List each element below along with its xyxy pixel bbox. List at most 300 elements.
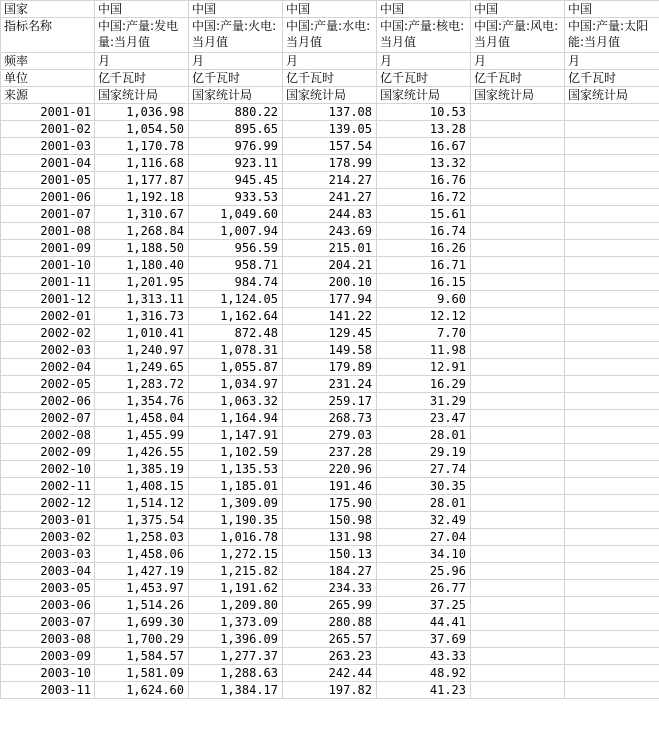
value-cell[interactable]: 1,010.41: [95, 325, 189, 342]
value-cell[interactable]: [471, 138, 565, 155]
value-cell[interactable]: [565, 274, 659, 291]
table-row: [1, 682, 659, 699]
value-cell[interactable]: 16.26: [377, 240, 471, 257]
date-cell[interactable]: 2001-02: [1, 121, 95, 138]
date-cell[interactable]: 2003-04: [1, 563, 95, 580]
header-cell[interactable]: 亿千瓦时: [95, 70, 189, 87]
header-cell[interactable]: 中国:产量:水电:当月值: [283, 18, 377, 53]
value-cell[interactable]: 12.91: [377, 359, 471, 376]
value-cell[interactable]: 137.08: [283, 104, 377, 121]
value-cell[interactable]: 956.59: [189, 240, 283, 257]
date-cell[interactable]: 2002-05: [1, 376, 95, 393]
value-cell[interactable]: 1,375.54: [95, 512, 189, 529]
value-cell[interactable]: 215.01: [283, 240, 377, 257]
value-cell[interactable]: [471, 223, 565, 240]
value-cell[interactable]: [471, 155, 565, 172]
header-cell[interactable]: 中国:产量:发电量:当月值: [95, 18, 189, 53]
value-cell[interactable]: 1,055.87: [189, 359, 283, 376]
value-cell[interactable]: [565, 648, 659, 665]
value-cell[interactable]: 976.99: [189, 138, 283, 155]
header-cell[interactable]: 国家统计局: [189, 87, 283, 104]
header-cell[interactable]: 中国: [377, 1, 471, 18]
value-cell[interactable]: 1,384.17: [189, 682, 283, 699]
value-cell[interactable]: 1,453.97: [95, 580, 189, 597]
value-cell[interactable]: 1,147.91: [189, 427, 283, 444]
header-cell[interactable]: 中国: [565, 1, 659, 18]
value-cell[interactable]: 16.29: [377, 376, 471, 393]
value-cell[interactable]: [471, 104, 565, 121]
header-row-frequency: [1, 53, 659, 70]
header-cell[interactable]: 中国: [471, 1, 565, 18]
value-cell[interactable]: 7.70: [377, 325, 471, 342]
value-cell[interactable]: 16.72: [377, 189, 471, 206]
value-cell[interactable]: [565, 155, 659, 172]
value-cell[interactable]: 175.90: [283, 495, 377, 512]
header-cell[interactable]: 国家统计局: [377, 87, 471, 104]
value-cell[interactable]: 984.74: [189, 274, 283, 291]
value-cell[interactable]: 13.28: [377, 121, 471, 138]
date-cell[interactable]: 2003-08: [1, 631, 95, 648]
value-cell[interactable]: [565, 580, 659, 597]
value-cell[interactable]: 880.22: [189, 104, 283, 121]
date-cell[interactable]: 2003-11: [1, 682, 95, 699]
value-cell[interactable]: 177.94: [283, 291, 377, 308]
value-cell[interactable]: 1,191.62: [189, 580, 283, 597]
date-cell[interactable]: 2001-05: [1, 172, 95, 189]
value-cell[interactable]: [565, 461, 659, 478]
value-cell[interactable]: 933.53: [189, 189, 283, 206]
value-cell[interactable]: 1,354.76: [95, 393, 189, 410]
value-cell[interactable]: [471, 648, 565, 665]
table-row: [1, 563, 659, 580]
header-label-cell[interactable]: 频率: [1, 53, 95, 70]
value-cell[interactable]: [471, 257, 565, 274]
date-cell[interactable]: 2002-11: [1, 478, 95, 495]
value-cell[interactable]: 1,455.99: [95, 427, 189, 444]
value-cell[interactable]: 1,624.60: [95, 682, 189, 699]
date-cell[interactable]: 2002-06: [1, 393, 95, 410]
value-cell[interactable]: 16.67: [377, 138, 471, 155]
value-cell[interactable]: 1,427.19: [95, 563, 189, 580]
value-cell[interactable]: 1,164.94: [189, 410, 283, 427]
value-cell[interactable]: [565, 291, 659, 308]
value-cell[interactable]: [471, 325, 565, 342]
header-cell[interactable]: 亿千瓦时: [189, 70, 283, 87]
header-cell[interactable]: 中国: [283, 1, 377, 18]
value-cell[interactable]: 1,458.04: [95, 410, 189, 427]
header-cell[interactable]: 亿千瓦时: [471, 70, 565, 87]
value-cell[interactable]: [471, 665, 565, 682]
value-cell[interactable]: 1,192.18: [95, 189, 189, 206]
value-cell[interactable]: 11.98: [377, 342, 471, 359]
value-cell[interactable]: [471, 189, 565, 206]
value-cell[interactable]: 1,258.03: [95, 529, 189, 546]
value-cell[interactable]: [471, 291, 565, 308]
value-cell[interactable]: 1,316.73: [95, 308, 189, 325]
value-cell[interactable]: 43.33: [377, 648, 471, 665]
date-cell[interactable]: 2001-10: [1, 257, 95, 274]
value-cell[interactable]: 234.33: [283, 580, 377, 597]
table-row: [1, 495, 659, 512]
value-cell[interactable]: [565, 172, 659, 189]
header-cell[interactable]: 月: [471, 53, 565, 70]
value-cell[interactable]: 268.73: [283, 410, 377, 427]
value-cell[interactable]: 1,170.78: [95, 138, 189, 155]
value-cell[interactable]: [565, 614, 659, 631]
value-cell[interactable]: 1,514.26: [95, 597, 189, 614]
value-cell[interactable]: 29.19: [377, 444, 471, 461]
value-cell[interactable]: 265.99: [283, 597, 377, 614]
value-cell[interactable]: 1,078.31: [189, 342, 283, 359]
value-cell[interactable]: 139.05: [283, 121, 377, 138]
header-label-cell[interactable]: 指标名称: [1, 18, 95, 53]
value-cell[interactable]: [565, 444, 659, 461]
value-cell[interactable]: 28.01: [377, 427, 471, 444]
date-cell[interactable]: 2003-05: [1, 580, 95, 597]
value-cell[interactable]: [565, 495, 659, 512]
value-cell[interactable]: [471, 410, 565, 427]
value-cell[interactable]: 157.54: [283, 138, 377, 155]
value-cell[interactable]: 1,180.40: [95, 257, 189, 274]
header-label-cell[interactable]: 国家: [1, 1, 95, 18]
value-cell[interactable]: 13.32: [377, 155, 471, 172]
date-cell[interactable]: 2003-01: [1, 512, 95, 529]
value-cell[interactable]: 1,036.98: [95, 104, 189, 121]
value-cell[interactable]: 129.45: [283, 325, 377, 342]
value-cell[interactable]: 204.21: [283, 257, 377, 274]
table-row: [1, 393, 659, 410]
value-cell[interactable]: 32.49: [377, 512, 471, 529]
value-cell[interactable]: [565, 597, 659, 614]
value-cell[interactable]: [471, 342, 565, 359]
value-cell[interactable]: 1,135.53: [189, 461, 283, 478]
value-cell[interactable]: 1,016.78: [189, 529, 283, 546]
date-cell[interactable]: 2001-07: [1, 206, 95, 223]
value-cell[interactable]: [565, 359, 659, 376]
value-cell[interactable]: [471, 597, 565, 614]
value-cell[interactable]: [471, 529, 565, 546]
table-row: [1, 223, 659, 240]
date-cell[interactable]: 2002-08: [1, 427, 95, 444]
value-cell[interactable]: [565, 240, 659, 257]
value-cell[interactable]: [565, 427, 659, 444]
header-cell[interactable]: 亿千瓦时: [283, 70, 377, 87]
value-cell[interactable]: 220.96: [283, 461, 377, 478]
value-cell[interactable]: 1,408.15: [95, 478, 189, 495]
value-cell[interactable]: 200.10: [283, 274, 377, 291]
value-cell[interactable]: [471, 206, 565, 223]
value-cell[interactable]: 150.13: [283, 546, 377, 563]
header-row-indicator: [1, 18, 659, 53]
value-cell[interactable]: 243.69: [283, 223, 377, 240]
value-cell[interactable]: 214.27: [283, 172, 377, 189]
value-cell[interactable]: 265.57: [283, 631, 377, 648]
table-row: [1, 512, 659, 529]
value-cell[interactable]: 1,034.97: [189, 376, 283, 393]
date-cell[interactable]: 2003-10: [1, 665, 95, 682]
value-cell[interactable]: [565, 563, 659, 580]
date-cell[interactable]: 2002-01: [1, 308, 95, 325]
value-cell[interactable]: 259.17: [283, 393, 377, 410]
value-cell[interactable]: 1,177.87: [95, 172, 189, 189]
date-cell[interactable]: 2003-02: [1, 529, 95, 546]
value-cell[interactable]: [565, 546, 659, 563]
date-cell[interactable]: 2002-12: [1, 495, 95, 512]
value-cell[interactable]: 16.15: [377, 274, 471, 291]
table-row: [1, 376, 659, 393]
value-cell[interactable]: 279.03: [283, 427, 377, 444]
value-cell[interactable]: 1,209.80: [189, 597, 283, 614]
value-cell[interactable]: [565, 257, 659, 274]
value-cell[interactable]: 141.22: [283, 308, 377, 325]
value-cell[interactable]: 37.69: [377, 631, 471, 648]
value-cell[interactable]: 10.53: [377, 104, 471, 121]
value-cell[interactable]: [471, 274, 565, 291]
value-cell[interactable]: 244.83: [283, 206, 377, 223]
value-cell[interactable]: 1,124.05: [189, 291, 283, 308]
value-cell[interactable]: [565, 189, 659, 206]
value-cell[interactable]: 872.48: [189, 325, 283, 342]
header-cell[interactable]: 国家统计局: [283, 87, 377, 104]
header-cell[interactable]: 亿千瓦时: [565, 70, 659, 87]
date-cell[interactable]: 2001-03: [1, 138, 95, 155]
header-cell[interactable]: 亿千瓦时: [377, 70, 471, 87]
value-cell[interactable]: [471, 172, 565, 189]
value-cell[interactable]: [565, 325, 659, 342]
value-cell[interactable]: [565, 121, 659, 138]
value-cell[interactable]: 1,215.82: [189, 563, 283, 580]
header-cell[interactable]: 月: [189, 53, 283, 70]
value-cell[interactable]: [471, 359, 565, 376]
header-label-cell[interactable]: 单位: [1, 70, 95, 87]
value-cell[interactable]: [471, 682, 565, 699]
table-row: [1, 648, 659, 665]
value-cell[interactable]: 280.88: [283, 614, 377, 631]
value-cell[interactable]: [565, 529, 659, 546]
value-cell[interactable]: 12.12: [377, 308, 471, 325]
date-cell[interactable]: 2002-10: [1, 461, 95, 478]
value-cell[interactable]: 23.47: [377, 410, 471, 427]
value-cell[interactable]: 1,584.57: [95, 648, 189, 665]
value-cell[interactable]: [565, 631, 659, 648]
value-cell[interactable]: [565, 393, 659, 410]
table-row: [1, 240, 659, 257]
value-cell[interactable]: [471, 631, 565, 648]
value-cell[interactable]: [471, 427, 565, 444]
value-cell[interactable]: 1,054.50: [95, 121, 189, 138]
header-row-country: [1, 1, 659, 18]
value-cell[interactable]: [471, 121, 565, 138]
value-cell[interactable]: 1,162.64: [189, 308, 283, 325]
value-cell[interactable]: 1,283.72: [95, 376, 189, 393]
value-cell[interactable]: 1,249.65: [95, 359, 189, 376]
value-cell[interactable]: 1,201.95: [95, 274, 189, 291]
value-cell[interactable]: [471, 376, 565, 393]
date-cell[interactable]: 2001-06: [1, 189, 95, 206]
value-cell[interactable]: 27.74: [377, 461, 471, 478]
value-cell[interactable]: 1,313.11: [95, 291, 189, 308]
value-cell[interactable]: [565, 206, 659, 223]
value-cell[interactable]: 1,396.09: [189, 631, 283, 648]
value-cell[interactable]: 231.24: [283, 376, 377, 393]
header-cell[interactable]: 月: [377, 53, 471, 70]
date-cell[interactable]: 2001-08: [1, 223, 95, 240]
date-cell[interactable]: 2003-03: [1, 546, 95, 563]
header-cell[interactable]: 中国:产量:风电:当月值: [471, 18, 565, 53]
value-cell[interactable]: 26.77: [377, 580, 471, 597]
header-cell[interactable]: 月: [565, 53, 659, 70]
value-cell[interactable]: 41.23: [377, 682, 471, 699]
value-cell[interactable]: 1,699.30: [95, 614, 189, 631]
value-cell[interactable]: 1,268.84: [95, 223, 189, 240]
value-cell[interactable]: [471, 495, 565, 512]
value-cell[interactable]: [471, 444, 565, 461]
value-cell[interactable]: [471, 478, 565, 495]
header-cell[interactable]: 中国:产量:核电:当月值: [377, 18, 471, 53]
value-cell[interactable]: 131.98: [283, 529, 377, 546]
header-cell[interactable]: 月: [95, 53, 189, 70]
value-cell[interactable]: [565, 665, 659, 682]
value-cell[interactable]: 1,309.09: [189, 495, 283, 512]
value-cell[interactable]: 30.35: [377, 478, 471, 495]
value-cell[interactable]: [471, 614, 565, 631]
value-cell[interactable]: [471, 546, 565, 563]
value-cell[interactable]: [471, 512, 565, 529]
value-cell[interactable]: 34.10: [377, 546, 471, 563]
value-cell[interactable]: 179.89: [283, 359, 377, 376]
value-cell[interactable]: [471, 461, 565, 478]
value-cell[interactable]: 1,288.63: [189, 665, 283, 682]
value-cell[interactable]: 1,188.50: [95, 240, 189, 257]
value-cell[interactable]: 1,185.01: [189, 478, 283, 495]
value-cell[interactable]: [565, 376, 659, 393]
table-row: [1, 308, 659, 325]
date-cell[interactable]: 2002-04: [1, 359, 95, 376]
date-cell[interactable]: 2001-12: [1, 291, 95, 308]
value-cell[interactable]: 37.25: [377, 597, 471, 614]
value-cell[interactable]: 9.60: [377, 291, 471, 308]
value-cell[interactable]: 1,310.67: [95, 206, 189, 223]
header-cell[interactable]: 月: [283, 53, 377, 70]
value-cell[interactable]: 1,426.55: [95, 444, 189, 461]
value-cell[interactable]: 16.71: [377, 257, 471, 274]
date-cell[interactable]: 2002-09: [1, 444, 95, 461]
value-cell[interactable]: 1,272.15: [189, 546, 283, 563]
table-row: [1, 104, 659, 121]
value-cell[interactable]: [565, 138, 659, 155]
value-cell[interactable]: 923.11: [189, 155, 283, 172]
table-row: [1, 410, 659, 427]
value-cell[interactable]: [565, 512, 659, 529]
value-cell[interactable]: 1,063.32: [189, 393, 283, 410]
value-cell[interactable]: 184.27: [283, 563, 377, 580]
value-cell[interactable]: 1,240.97: [95, 342, 189, 359]
date-cell[interactable]: 2002-02: [1, 325, 95, 342]
value-cell[interactable]: 191.46: [283, 478, 377, 495]
value-cell[interactable]: 1,385.19: [95, 461, 189, 478]
value-cell[interactable]: 1,581.09: [95, 665, 189, 682]
value-cell[interactable]: 15.61: [377, 206, 471, 223]
header-cell[interactable]: 国家统计局: [471, 87, 565, 104]
value-cell[interactable]: 16.74: [377, 223, 471, 240]
value-cell[interactable]: 150.98: [283, 512, 377, 529]
value-cell[interactable]: [471, 393, 565, 410]
date-cell[interactable]: 2002-03: [1, 342, 95, 359]
value-cell[interactable]: 28.01: [377, 495, 471, 512]
value-cell[interactable]: 1,007.94: [189, 223, 283, 240]
value-cell[interactable]: [565, 410, 659, 427]
value-cell[interactable]: 178.99: [283, 155, 377, 172]
header-row-source: [1, 87, 659, 104]
header-cell[interactable]: 国家统计局: [565, 87, 659, 104]
value-cell[interactable]: 1,116.68: [95, 155, 189, 172]
value-cell[interactable]: 197.82: [283, 682, 377, 699]
header-cell[interactable]: 中国: [189, 1, 283, 18]
value-cell[interactable]: 1,277.37: [189, 648, 283, 665]
table-row: [1, 189, 659, 206]
date-cell[interactable]: 2003-09: [1, 648, 95, 665]
value-cell[interactable]: 1,458.06: [95, 546, 189, 563]
date-cell[interactable]: 2001-04: [1, 155, 95, 172]
date-cell[interactable]: 2003-07: [1, 614, 95, 631]
date-cell[interactable]: 2001-01: [1, 104, 95, 121]
header-cell[interactable]: 中国:产量:火电:当月值: [189, 18, 283, 53]
value-cell[interactable]: 149.58: [283, 342, 377, 359]
value-cell[interactable]: [471, 308, 565, 325]
value-cell[interactable]: 48.92: [377, 665, 471, 682]
value-cell[interactable]: 241.27: [283, 189, 377, 206]
value-cell[interactable]: 44.41: [377, 614, 471, 631]
value-cell[interactable]: 237.28: [283, 444, 377, 461]
value-cell[interactable]: [565, 342, 659, 359]
header-cell[interactable]: 中国: [95, 1, 189, 18]
value-cell[interactable]: 958.71: [189, 257, 283, 274]
value-cell[interactable]: 16.76: [377, 172, 471, 189]
value-cell[interactable]: 1,190.35: [189, 512, 283, 529]
header-cell[interactable]: 中国:产量:太阳能:当月值: [565, 18, 659, 53]
value-cell[interactable]: [565, 308, 659, 325]
table-row: [1, 291, 659, 308]
value-cell[interactable]: 895.65: [189, 121, 283, 138]
value-cell[interactable]: 31.29: [377, 393, 471, 410]
value-cell[interactable]: 945.45: [189, 172, 283, 189]
header-label-cell[interactable]: 来源: [1, 87, 95, 104]
value-cell[interactable]: 27.04: [377, 529, 471, 546]
date-cell[interactable]: 2001-09: [1, 240, 95, 257]
value-cell[interactable]: [471, 563, 565, 580]
date-cell[interactable]: 2002-07: [1, 410, 95, 427]
date-cell[interactable]: 2001-11: [1, 274, 95, 291]
value-cell[interactable]: 1,373.09: [189, 614, 283, 631]
value-cell[interactable]: [565, 682, 659, 699]
table-row: [1, 478, 659, 495]
value-cell[interactable]: 242.44: [283, 665, 377, 682]
date-cell[interactable]: 2003-06: [1, 597, 95, 614]
table-row: [1, 172, 659, 189]
value-cell[interactable]: 25.96: [377, 563, 471, 580]
value-cell[interactable]: 263.23: [283, 648, 377, 665]
value-cell[interactable]: [565, 478, 659, 495]
header-cell[interactable]: 国家统计局: [95, 87, 189, 104]
value-cell[interactable]: [471, 580, 565, 597]
value-cell[interactable]: 1,700.29: [95, 631, 189, 648]
value-cell[interactable]: 1,514.12: [95, 495, 189, 512]
value-cell[interactable]: 1,049.60: [189, 206, 283, 223]
value-cell[interactable]: 1,102.59: [189, 444, 283, 461]
value-cell[interactable]: [471, 240, 565, 257]
value-cell[interactable]: [565, 223, 659, 240]
value-cell[interactable]: [565, 104, 659, 121]
